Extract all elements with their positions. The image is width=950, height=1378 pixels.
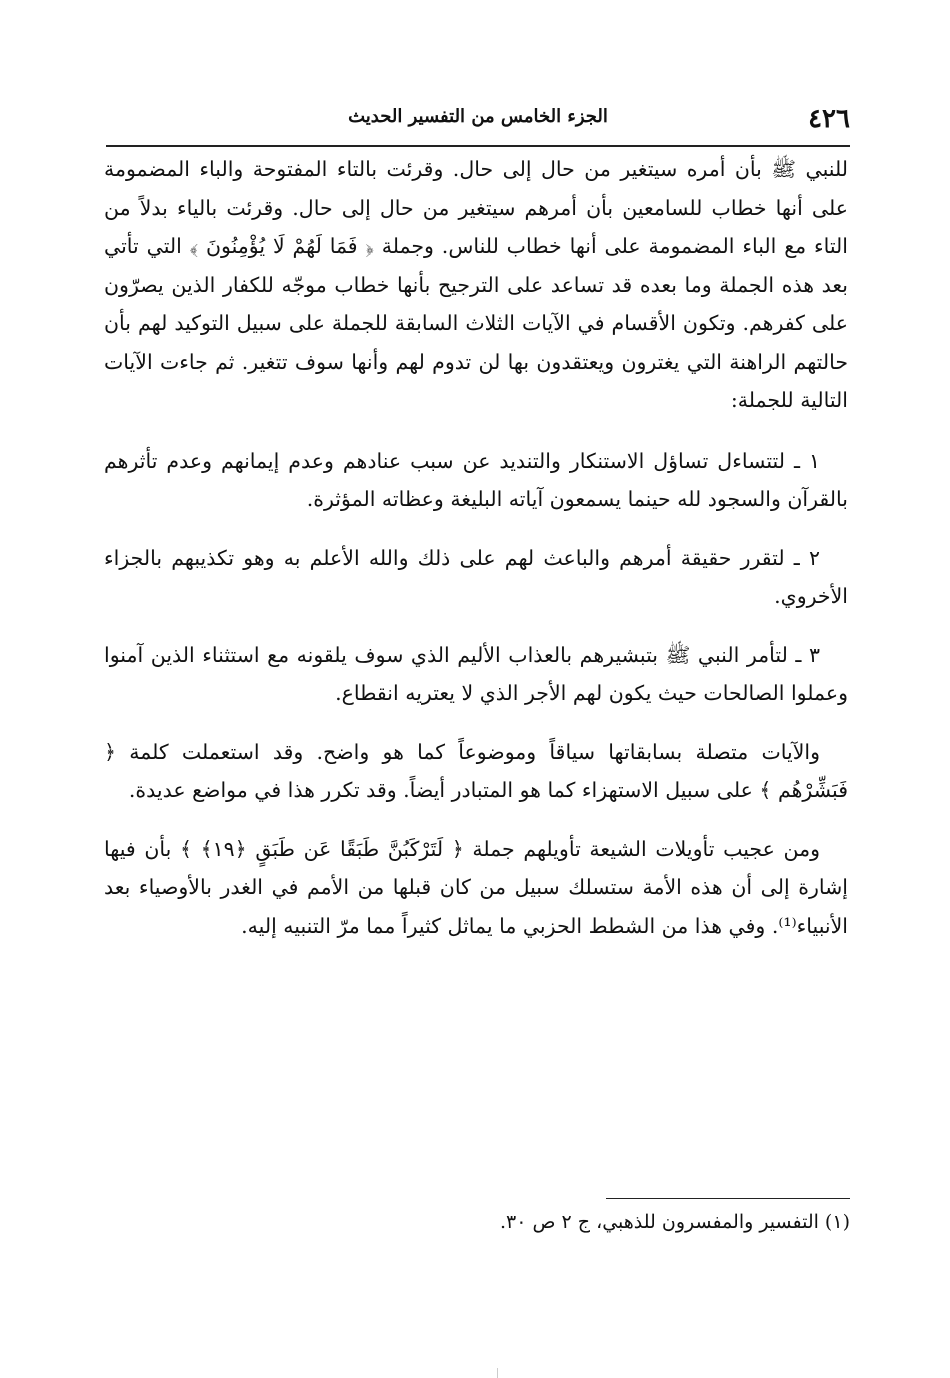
paragraph-1: للنبي ﷺ بأن أمره سيتغير من حال إلى حال. وقرئت بالتاء المفتوحة والباء المضمومة على أنها خطاب للسامعين بأن أمرهم سيتغير من حال إلى حال. وقرئت بالياء بدلاً من التاء مع الباء المضمومة على أنها خطاب للناس. وجملة ﴿ فَمَا لَهُمْ لَا يُؤْمِنُونَ ﴾ التي تأتي بعد هذه الجملة وما بعده قد تساعد على الترجيح بأنها خطاب موجّه للكفار الذين يصرّون على كفرهم. وتكون الأقسام في الآيات الثلاث السابقة للجملة على سبيل التوكيد لهم بأن حالتهم الراهنة التي يغترون ويعتقدون بها لن تدوم لهم وأنها سوف تتغير. ثم جاءت الآيات التالية للجملة: [104, 157, 848, 412]
body-text [104, 150, 848, 945]
running-title: الجزء الخامس من التفسير الحديث [348, 106, 608, 127]
paragraph-verses: والآيات متصلة بسابقاتها سياقاً وموضوعاً كما هو واضح. وقد استعملت كلمة ﴿ فَبَشِّرْهُم ﴾ على سبيل الاستهزاء كما هو المتبادر أيضاً. وقد تكرر هذا في مواضع عديدة. [104, 739, 848, 802]
page-header [106, 100, 850, 140]
footnote-rule [606, 1198, 850, 1199]
scan-mark [497, 1368, 498, 1378]
header-rule [106, 145, 850, 147]
paragraph-item-2: ٢ ـ لتقرر حقيقة أمرهم والباعث لهم على ذلك والله الأعلم به وهو تكذيبهم بالجزاء الأخروي. [104, 545, 848, 608]
page-number: ٤٢٦ [808, 104, 850, 134]
footnote: (١) التفسير والمفسرون للذهبي، ج ٢ ص ٣٠. [499, 1211, 850, 1233]
paragraph-item-3: ٣ ـ لتأمر النبي ﷺ بتبشيرهم بالعذاب الأليم الذي سوف يلقونه مع استثناء الذين آمنوا وعملوا الصالحات حيث يكون لهم الأجر الذي لا يعتريه انقطاع. [104, 642, 848, 705]
paragraph-item-1: ١ ـ لتتساءل تساؤل الاستنكار والتنديد عن سبب عنادهم وعدم إيمانهم وعدم تأثرهم بالقرآن والسجود لله حينما يسمعون آياته البليغة وعظاته المؤثرة. [104, 448, 848, 511]
paragraph-shia: ومن عجيب تأويلات الشيعة تأويلهم جملة ﴿ لَتَرْكَبُنَّ طَبَقًا عَن طَبَقٍ ﴿١٩﴾ ﴾ بأن فيها إشارة إلى أن هذه الأمة ستسلك سبيل من كان قبلها من الأمم في الغدر بالأوصياء بعد الأنبياء⁽¹⁾. وفي هذا من الشطط الحزبي ما يماثل كثيراً مما مرّ التنبيه إليه. [104, 836, 848, 938]
